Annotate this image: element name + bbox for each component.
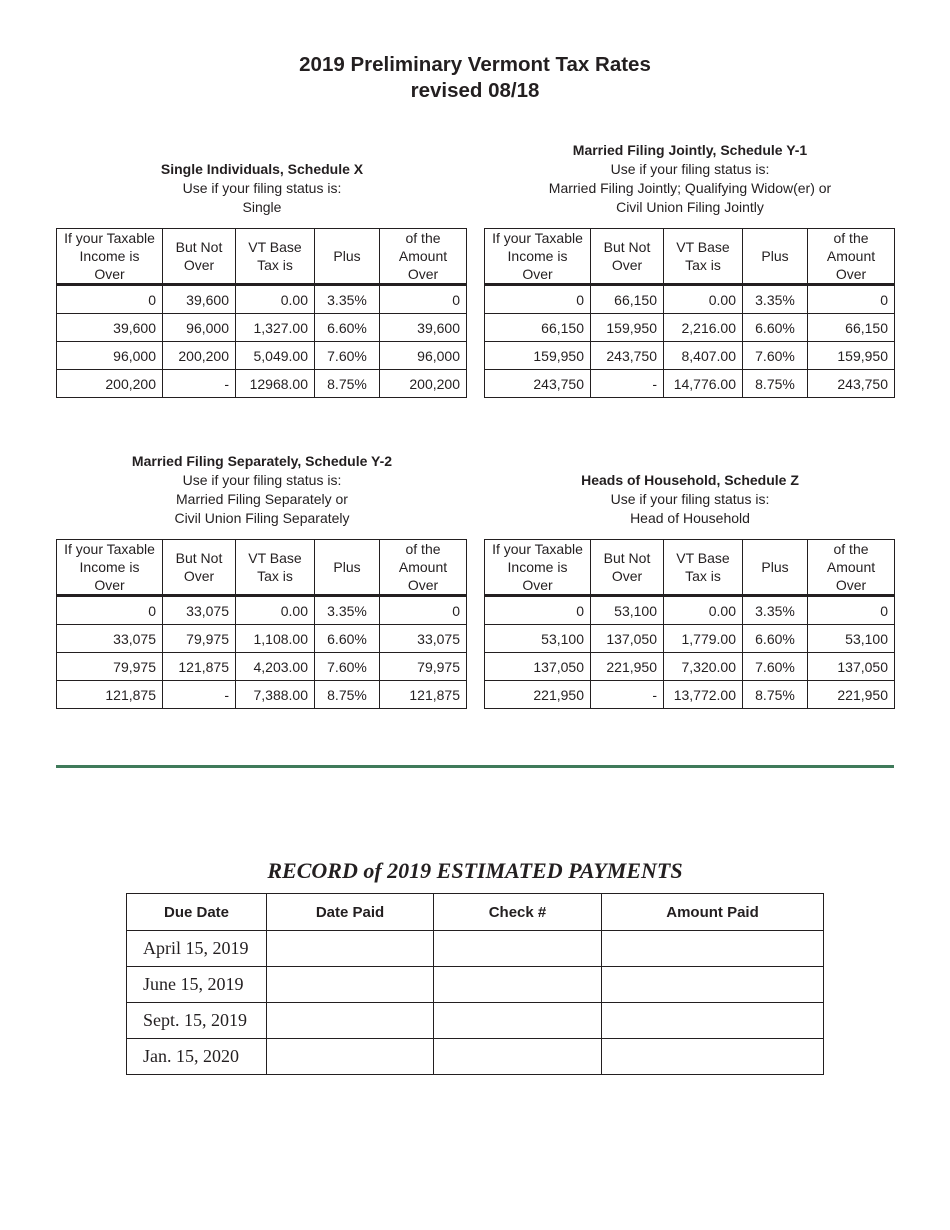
header-line: Income is Over <box>507 248 568 282</box>
plus-rate-cell: 7.60% <box>315 342 380 370</box>
plus-rate-cell: 6.60% <box>315 625 380 653</box>
base-tax-cell: 8,407.00 <box>664 342 743 370</box>
header-plus: Plus <box>743 229 808 285</box>
amount-over-cell: 121,875 <box>380 681 467 709</box>
amount-paid-cell[interactable] <box>602 931 824 967</box>
schedule-heading: Single Individuals, Schedule X <box>160 161 364 177</box>
amount-paid-cell[interactable] <box>602 967 824 1003</box>
header-line: Income is Over <box>507 559 568 593</box>
header-line: of the <box>833 541 869 557</box>
plus-rate-cell: 6.60% <box>315 314 380 342</box>
header-but-not-over <box>591 229 664 285</box>
amount-over-cell: 66,150 <box>808 314 895 342</box>
header-line: Over <box>183 568 215 584</box>
header-line: If your Taxable <box>492 230 583 246</box>
schedule-z-rate-table <box>484 539 895 709</box>
amount-over-cell: 79,975 <box>380 653 467 681</box>
but-not-over-cell: - <box>591 370 664 398</box>
plus-rate-cell: 7.60% <box>743 653 808 681</box>
header-line: of the <box>405 541 441 557</box>
but-not-over-cell: - <box>163 370 236 398</box>
header-line: Amount Over <box>826 248 876 282</box>
base-tax-cell: 1,779.00 <box>664 625 743 653</box>
amount-paid-cell[interactable] <box>602 1003 824 1039</box>
amount-over-cell: 0 <box>808 596 895 625</box>
income-over-cell: 53,100 <box>485 625 591 653</box>
header-line: VT Base <box>676 550 730 566</box>
but-not-over-cell: - <box>591 681 664 709</box>
amount-over-cell: 0 <box>808 285 895 314</box>
header-plus: Plus <box>315 229 380 285</box>
plus-rate-cell: 7.60% <box>743 342 808 370</box>
plus-rate-cell: 8.75% <box>315 681 380 709</box>
header-plus: Plus <box>743 540 808 596</box>
filing-status-line: Civil Union Filing Jointly <box>616 199 764 215</box>
check-number-cell[interactable] <box>434 1003 602 1039</box>
record-title: RECORD of 2019 ESTIMATED PAYMENTS <box>267 858 683 883</box>
but-not-over-cell: 221,950 <box>591 653 664 681</box>
income-over-cell: 0 <box>57 285 163 314</box>
but-not-over-cell: 96,000 <box>163 314 236 342</box>
header-line: Tax is <box>685 257 721 273</box>
page-title <box>0 52 950 104</box>
header-income-over <box>485 540 591 596</box>
income-over-cell: 200,200 <box>57 370 163 398</box>
plus-rate-cell: 3.35% <box>315 285 380 314</box>
table-row <box>485 681 895 709</box>
due-date-cell: Jan. 15, 2020 <box>127 1039 267 1075</box>
header-line: But Not <box>175 239 223 255</box>
header-income-over <box>485 229 591 285</box>
amount-over-cell: 200,200 <box>380 370 467 398</box>
filing-status-line: Civil Union Filing Separately <box>174 510 350 526</box>
filing-status-line: Married Filing Jointly; Qualifying Widow(er) or <box>548 180 832 196</box>
schedule-heading: Married Filing Jointly, Schedule Y-1 <box>572 142 808 158</box>
amount-over-cell: 0 <box>380 285 467 314</box>
filing-status-line: Use if your filing status is: <box>182 472 342 488</box>
but-not-over-cell: 159,950 <box>591 314 664 342</box>
base-tax-cell: 7,388.00 <box>236 681 315 709</box>
header-line: Over <box>183 257 215 273</box>
table-row <box>485 625 895 653</box>
table-row <box>57 681 467 709</box>
base-tax-cell: 2,216.00 <box>664 314 743 342</box>
header-line: VT Base <box>248 239 302 255</box>
header-line: Over <box>611 568 643 584</box>
filing-status-line: Use if your filing status is: <box>182 180 342 196</box>
income-over-cell: 0 <box>57 596 163 625</box>
filing-status-line: Use if your filing status is: <box>610 161 770 177</box>
amount-paid-cell[interactable] <box>602 1039 824 1075</box>
header-line: Tax is <box>257 568 293 584</box>
date-paid-cell[interactable] <box>267 1003 434 1039</box>
table-row <box>57 625 467 653</box>
income-over-cell: 66,150 <box>485 314 591 342</box>
header-amount-over <box>380 540 467 596</box>
amount-over-cell: 243,750 <box>808 370 895 398</box>
check-number-cell[interactable] <box>434 967 602 1003</box>
income-over-cell: 243,750 <box>485 370 591 398</box>
but-not-over-cell: - <box>163 681 236 709</box>
income-over-cell: 221,950 <box>485 681 591 709</box>
header-check-number: Check # <box>434 894 602 931</box>
header-line: Income is Over <box>79 559 140 593</box>
plus-rate-cell: 6.60% <box>743 314 808 342</box>
header-base-tax <box>236 229 315 285</box>
table-row <box>57 653 467 681</box>
table-row <box>485 653 895 681</box>
header-base-tax <box>664 229 743 285</box>
table-row <box>485 285 895 314</box>
header-line: of the <box>405 230 441 246</box>
schedule-y1-rate-table <box>484 228 895 398</box>
header-income-over <box>57 229 163 285</box>
header-line: of the <box>833 230 869 246</box>
schedule-x-heading-block <box>56 160 468 217</box>
table-row <box>57 314 467 342</box>
header-line: Over <box>611 257 643 273</box>
table-row <box>57 370 467 398</box>
income-over-cell: 79,975 <box>57 653 163 681</box>
base-tax-cell: 0.00 <box>664 285 743 314</box>
estimated-payments-table <box>126 893 824 1075</box>
but-not-over-cell: 53,100 <box>591 596 664 625</box>
but-not-over-cell: 39,600 <box>163 285 236 314</box>
table-row <box>485 342 895 370</box>
but-not-over-cell: 243,750 <box>591 342 664 370</box>
header-line: But Not <box>603 550 651 566</box>
base-tax-cell: 4,203.00 <box>236 653 315 681</box>
table-row <box>57 285 467 314</box>
date-paid-cell[interactable] <box>267 967 434 1003</box>
check-number-cell[interactable] <box>434 931 602 967</box>
payment-row <box>127 1039 824 1075</box>
header-line: Tax is <box>685 568 721 584</box>
base-tax-cell: 14,776.00 <box>664 370 743 398</box>
header-date-paid: Date Paid <box>267 894 434 931</box>
table-row <box>485 596 895 625</box>
header-income-over <box>57 540 163 596</box>
base-tax-cell: 13,772.00 <box>664 681 743 709</box>
filing-status-line: Head of Household <box>630 510 750 526</box>
plus-rate-cell: 3.35% <box>743 596 808 625</box>
table-row <box>485 314 895 342</box>
base-tax-cell: 1,327.00 <box>236 314 315 342</box>
base-tax-cell: 0.00 <box>236 596 315 625</box>
income-over-cell: 0 <box>485 285 591 314</box>
income-over-cell: 159,950 <box>485 342 591 370</box>
plus-rate-cell: 8.75% <box>743 370 808 398</box>
table-row <box>57 342 467 370</box>
but-not-over-cell: 200,200 <box>163 342 236 370</box>
amount-over-cell: 221,950 <box>808 681 895 709</box>
header-amount-over <box>808 540 895 596</box>
payment-row <box>127 1003 824 1039</box>
section-divider <box>56 765 894 768</box>
date-paid-cell[interactable] <box>267 931 434 967</box>
title-line-1: 2019 Preliminary Vermont Tax Rates <box>299 53 651 76</box>
payment-row <box>127 967 824 1003</box>
header-base-tax <box>236 540 315 596</box>
header-line: If your Taxable <box>492 541 583 557</box>
schedule-x-rate-table <box>56 228 467 398</box>
schedule-y2-heading-block <box>56 452 468 528</box>
plus-rate-cell: 7.60% <box>315 653 380 681</box>
schedule-heading: Married Filing Separately, Schedule Y-2 <box>131 453 393 469</box>
due-date-cell: April 15, 2019 <box>127 931 267 967</box>
plus-rate-cell: 8.75% <box>315 370 380 398</box>
amount-over-cell: 159,950 <box>808 342 895 370</box>
header-due-date: Due Date <box>127 894 267 931</box>
table-row <box>57 596 467 625</box>
header-line: VT Base <box>676 239 730 255</box>
amount-over-cell: 33,075 <box>380 625 467 653</box>
base-tax-cell: 1,108.00 <box>236 625 315 653</box>
filing-status-line: Married Filing Separately or <box>176 491 348 507</box>
but-not-over-cell: 66,150 <box>591 285 664 314</box>
due-date-cell: June 15, 2019 <box>127 967 267 1003</box>
amount-over-cell: 53,100 <box>808 625 895 653</box>
header-amount-over <box>808 229 895 285</box>
base-tax-cell: 12968.00 <box>236 370 315 398</box>
plus-rate-cell: 3.35% <box>315 596 380 625</box>
schedule-z-heading-block <box>484 471 896 528</box>
header-line: VT Base <box>248 550 302 566</box>
due-date-cell: Sept. 15, 2019 <box>127 1003 267 1039</box>
base-tax-cell: 0.00 <box>664 596 743 625</box>
schedule-y1-heading-block <box>484 141 896 217</box>
income-over-cell: 96,000 <box>57 342 163 370</box>
filing-status-line: Use if your filing status is: <box>610 491 770 507</box>
income-over-cell: 0 <box>485 596 591 625</box>
header-line: Amount Over <box>398 559 448 593</box>
header-line: Income is Over <box>79 248 140 282</box>
but-not-over-cell: 137,050 <box>591 625 664 653</box>
header-line: Amount Over <box>826 559 876 593</box>
header-line: If your Taxable <box>64 541 155 557</box>
header-amount-paid: Amount Paid <box>602 894 824 931</box>
payment-row <box>127 931 824 967</box>
plus-rate-cell: 6.60% <box>743 625 808 653</box>
income-over-cell: 39,600 <box>57 314 163 342</box>
amount-over-cell: 0 <box>380 596 467 625</box>
income-over-cell: 33,075 <box>57 625 163 653</box>
but-not-over-cell: 33,075 <box>163 596 236 625</box>
check-number-cell[interactable] <box>434 1039 602 1075</box>
header-but-not-over <box>163 229 236 285</box>
amount-over-cell: 96,000 <box>380 342 467 370</box>
header-base-tax <box>664 540 743 596</box>
but-not-over-cell: 79,975 <box>163 625 236 653</box>
income-over-cell: 137,050 <box>485 653 591 681</box>
header-but-not-over <box>591 540 664 596</box>
amount-over-cell: 39,600 <box>380 314 467 342</box>
header-amount-over <box>380 229 467 285</box>
date-paid-cell[interactable] <box>267 1039 434 1075</box>
header-line: But Not <box>603 239 651 255</box>
header-line: If your Taxable <box>64 230 155 246</box>
income-over-cell: 121,875 <box>57 681 163 709</box>
header-line: But Not <box>175 550 223 566</box>
filing-status-line: Single <box>242 199 282 215</box>
plus-rate-cell: 8.75% <box>743 681 808 709</box>
plus-rate-cell: 3.35% <box>743 285 808 314</box>
base-tax-cell: 7,320.00 <box>664 653 743 681</box>
amount-over-cell: 137,050 <box>808 653 895 681</box>
base-tax-cell: 5,049.00 <box>236 342 315 370</box>
header-plus: Plus <box>315 540 380 596</box>
base-tax-cell: 0.00 <box>236 285 315 314</box>
but-not-over-cell: 121,875 <box>163 653 236 681</box>
schedule-y2-rate-table <box>56 539 467 709</box>
header-line: Tax is <box>257 257 293 273</box>
header-but-not-over <box>163 540 236 596</box>
schedule-heading: Heads of Household, Schedule Z <box>581 472 799 488</box>
header-line: Amount Over <box>398 248 448 282</box>
title-line-2: revised 08/18 <box>410 79 540 102</box>
table-row <box>485 370 895 398</box>
